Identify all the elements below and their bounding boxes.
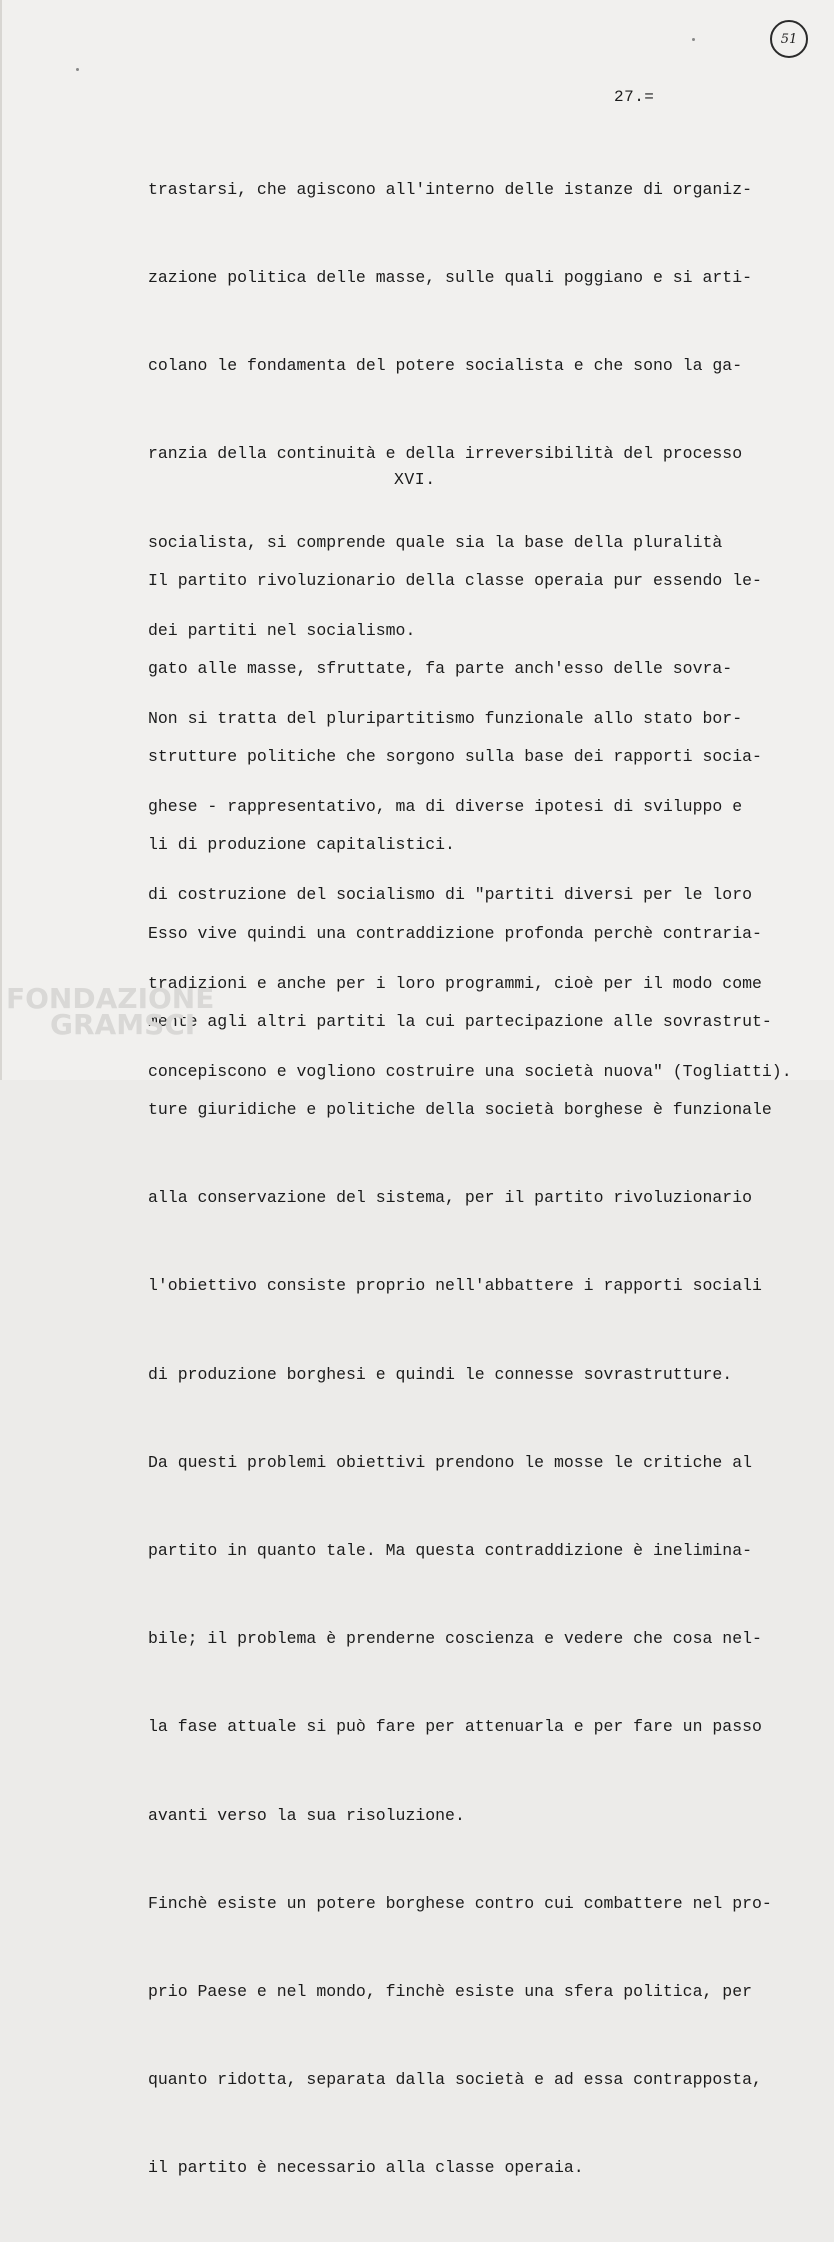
text-line: Finchè esiste un potere borghese contro cui combattere nel pro-	[148, 1893, 772, 1913]
text-line: quanto ridotta, separata dalla società e ad essa contrapposta,	[148, 2070, 762, 2090]
text-line: Esso vive quindi una contraddizione profonda perchè contraria-	[148, 923, 762, 943]
text-line: prio Paese e nel mondo, finchè esiste una sfera politica, per	[148, 1982, 752, 2002]
text-line: di costruzione del socialismo di "partiti diversi per le loro	[148, 885, 752, 905]
text-line: il partito è necessario alla classe operaia.	[148, 2158, 584, 2178]
text-line: avanti verso la sua risoluzione.	[148, 1805, 465, 1825]
watermark-line-1: FONDAZIONE	[6, 982, 215, 1015]
watermark-line-2: GRAMSCI	[50, 1008, 196, 1041]
text-line: trastarsi, che agiscono all'interno delle istanze di organiz-	[148, 179, 752, 199]
text-line: alla conservazione del sistema, per il partito rivoluzionario	[148, 1188, 752, 1208]
text-line: la fase attuale si può fare per attenuarla e per fare un passo	[148, 1717, 762, 1737]
text-line: gato alle masse, sfruttate, fa parte anch'esso delle sovra-	[148, 659, 733, 679]
text-line: bile; il problema è prenderne coscienza e vedere che cosa nel-	[148, 1629, 762, 1649]
text-line: colano le fondamenta del potere socialista e che sono la ga-	[148, 356, 743, 376]
paper-speck	[692, 38, 695, 41]
text-line: l'obiettivo consiste proprio nell'abbattere i rapporti sociali	[148, 1276, 762, 1296]
page-number: 27.=	[614, 88, 655, 106]
text-line: zazione politica delle masse, sulle quali poggiano e si arti-	[148, 268, 752, 288]
section-heading: XVI.	[394, 470, 436, 489]
archive-stamp	[770, 20, 808, 58]
text-line: strutture politiche che sorgono sulla base dei rapporti socia-	[148, 747, 762, 767]
text-line: Il partito rivoluzionario della classe operaia pur essendo le-	[148, 570, 762, 590]
text-line: Da questi problemi obiettivi prendono le mosse le critiche al	[148, 1452, 752, 1472]
text-line: mente agli altri partiti la cui partecipazione alle sovrastrut-	[148, 1011, 772, 1031]
text-line: partito in quanto tale. Ma questa contraddizione è inelimina-	[148, 1541, 752, 1561]
paper-speck	[76, 68, 79, 71]
text-line: ture giuridiche e politiche della società borghese è funzionale	[148, 1100, 772, 1120]
archive-stamp-number: 51	[780, 31, 798, 47]
text-line: ranzia della continuità e della irreversibilità del processo	[148, 444, 743, 464]
text-line: dei partiti nel socialismo.	[148, 620, 416, 640]
text-line: li di produzione capitalistici.	[148, 835, 455, 855]
text-line: tradizioni e anche per i loro programmi, cioè per il modo come	[148, 973, 762, 993]
text-line: di produzione borghesi e quindi le connesse sovrastrutture.	[148, 1364, 733, 1384]
paragraph-2	[148, 507, 792, 2242]
text-line: socialista, si comprende quale sia la base della pluralità	[148, 532, 723, 552]
text-line: concepiscono e vogliono costruire una società nuova" (Togliatti).	[148, 1061, 792, 1081]
text-line: Non si tratta del pluripartitismo funzionale allo stato bor-	[148, 709, 743, 729]
text-line: ghese - rappresentativo, ma di diverse ipotesi di sviluppo e	[148, 797, 743, 817]
